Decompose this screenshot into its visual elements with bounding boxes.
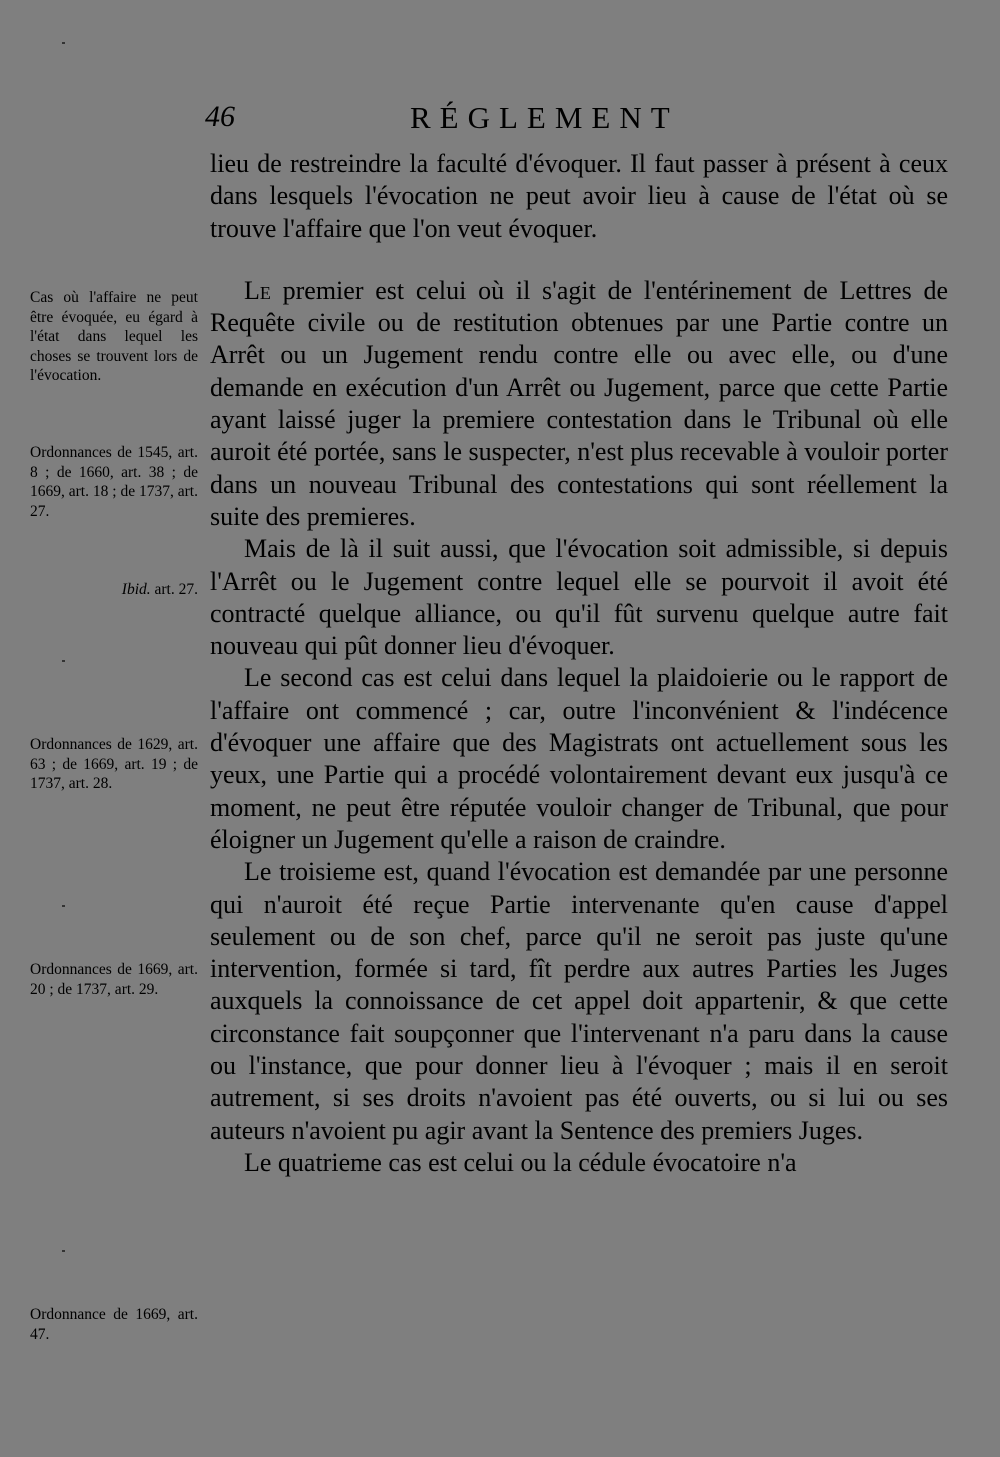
page-number: 46 <box>205 100 235 133</box>
body-text <box>210 148 948 1179</box>
margin-note-cases: Cas où l'affaire ne peut être évoquée, eu égard à l'état dans lequel les choses se trouvent lors de l'évocation. <box>30 289 198 384</box>
scan-speck <box>62 905 65 907</box>
scan-speck <box>62 660 65 662</box>
margin-note-ordonnances-1629: Ordonnances de 1629, art. 63 ; de 1669, art. 19 ; de 1737, art. 28. <box>30 736 198 792</box>
ibid-label: Ibid. <box>121 581 151 598</box>
paragraph-mais: Mais de là il suit aussi, que l'évocation soit admissible, si depuis l'Arrêt ou le Jugement contre lequel elle se pourvoit il avoit été contracté quelque alliance, ou qu'il fût survenu quelque autre fait nouveau qui pût donner lieu d'évoquer. <box>210 534 948 661</box>
scan-speck <box>62 1250 65 1252</box>
margin-note-ordonnance-1669-art47: Ordonnance de 1669, art. 47. <box>30 1306 198 1343</box>
paragraph-quatrieme: Le quatrieme cas est celui ou la cédule évocatoire n'a <box>244 1147 797 1177</box>
margin-note-ibid <box>30 580 198 600</box>
running-title: RÉGLEMENT <box>410 100 679 135</box>
scan-speck <box>62 42 65 44</box>
paragraph-premier-text: premier est celui où il s'agit de l'entérinement de Lettres de Requête civile ou de restitution obtenues par une Partie contre un Arrêt ou un Jugement rendu contre elle ou avec elle, ou d'une demande en exécution d'un Arrêt ou Jugement, parce que cette Partie ayant laissé juger la premiere contestation dans le Tribunal où elle auroit été portée, sans le suspecter, n'est plus recevable à vouloir porter dans un nouveau Tribunal des contestations qui sont réellement la suite des premieres. <box>210 275 948 531</box>
paragraph-troisieme: Le troisieme est, quand l'évocation est demandée par une personne qui n'auroit été reçue Partie intervenante qu'en cause d'appel seulement ou de son chef, parce qu'il ne seroit pas juste qu'une intervention, formée si tard, fît perdre aux autres Parties les Juges auxquels la connoissance de cet appel doit appartenir, & que cette circonstance fait soupçonner que l'intervenant n'a paru dans la cause ou l'instance, que pour donner lieu à l'évoquer ; mais il en seroit autrement, si ses droits n'avoient pas été ouverts, ou si lui ou ses auteurs n'avoient pu agir avant la Sentence des premiers Juges. <box>210 857 948 1145</box>
margin-note-ordonnances-1545: Ordonnances de 1545, art. 8 ; de 1660, art. 38 ; de 1669, art. 18 ; de 1737, art. 27. <box>30 444 198 520</box>
paragraph-continuation: lieu de restreindre la faculté d'évoquer. Il faut passer à présent à ceux dans lesquels l'évocation ne peut avoir lieu à cause de l'état où se trouve l'affaire que l'on veut évoquer. <box>210 149 948 243</box>
margin-note-ordonnances-1669: Ordonnances de 1669, art. 20 ; de 1737, art. 29. <box>30 961 198 998</box>
page-header <box>205 100 950 140</box>
paragraph-second-cas: Le second cas est celui dans lequel la plaidoierie ou le rapport de l'affaire ont commencé ; car, outre l'inconvénient & l'indécence d'évoquer une affaire que des Magistrats ont actuellement sous les yeux, une Partie qui a procédé volontairement devant eux jusqu'à ce moment, ne peut être réputée vouloir changer de Tribunal, que pour éloigner un Jugement qu'elle a raison de craindre. <box>210 663 948 854</box>
paragraph-lead: Le <box>244 275 271 305</box>
ibid-article: art. 27. <box>150 581 198 598</box>
paragraph-premier <box>210 275 948 533</box>
